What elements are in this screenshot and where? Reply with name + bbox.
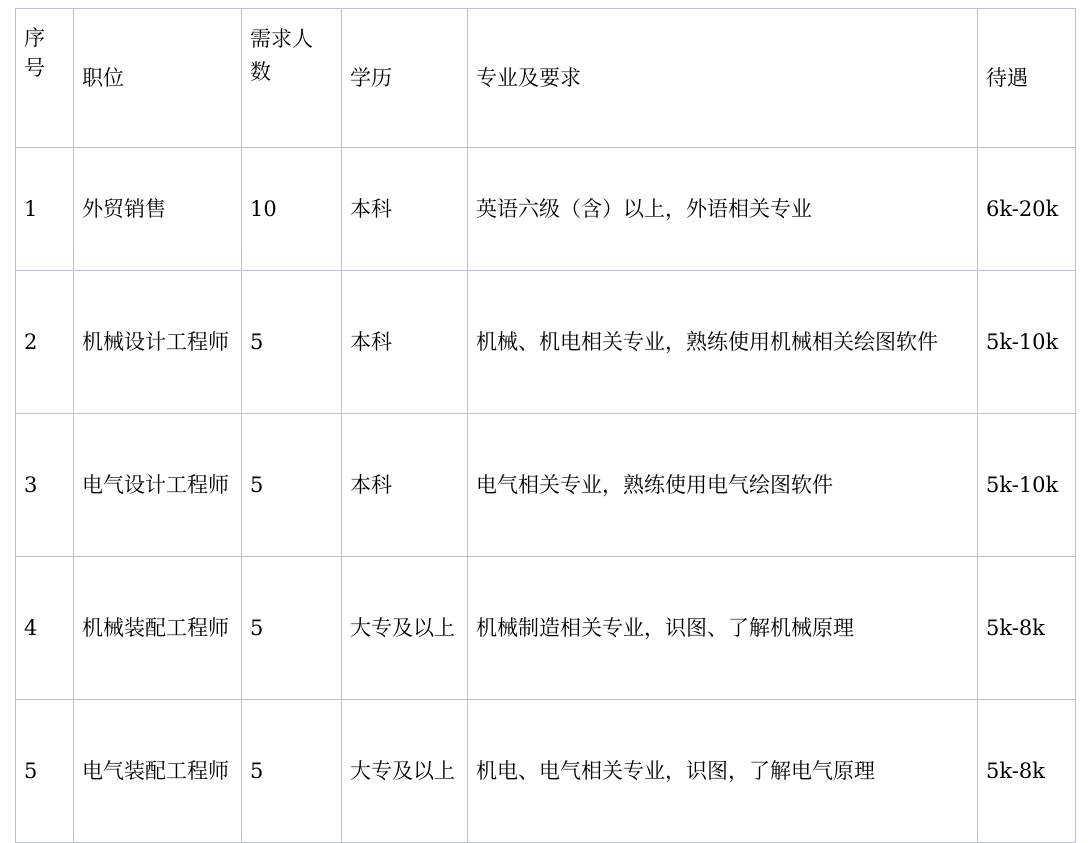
header-position: 职位	[74, 9, 242, 148]
table-row	[16, 414, 1076, 557]
cell-headcount: 5	[242, 271, 342, 414]
cell-index: 1	[16, 148, 74, 271]
cell-major-requirements: 机械、机电相关专业，熟练使用机械相关绘图软件	[468, 271, 978, 414]
header-headcount: 需求人数	[242, 9, 342, 148]
cell-education: 大专及以上	[342, 700, 468, 843]
cell-headcount: 5	[242, 557, 342, 700]
job-listing-table	[15, 8, 1076, 843]
cell-salary: 6k-20k	[978, 148, 1076, 271]
cell-education: 本科	[342, 414, 468, 557]
cell-education: 本科	[342, 271, 468, 414]
cell-headcount: 5	[242, 700, 342, 843]
cell-major-requirements: 机械制造相关专业，识图、了解机械原理	[468, 557, 978, 700]
cell-headcount: 10	[242, 148, 342, 271]
cell-salary: 5k-10k	[978, 414, 1076, 557]
cell-index: 3	[16, 414, 74, 557]
cell-salary: 5k-8k	[978, 700, 1076, 843]
header-education: 学历	[342, 9, 468, 148]
table-row	[16, 271, 1076, 414]
table-header-row	[16, 9, 1076, 148]
cell-salary: 5k-10k	[978, 271, 1076, 414]
cell-position: 电气设计工程师	[74, 414, 242, 557]
cell-salary: 5k-8k	[978, 557, 1076, 700]
cell-position: 电气装配工程师	[74, 700, 242, 843]
cell-education: 大专及以上	[342, 557, 468, 700]
cell-position: 外贸销售	[74, 148, 242, 271]
cell-headcount: 5	[242, 414, 342, 557]
cell-major-requirements: 英语六级（含）以上，外语相关专业	[468, 148, 978, 271]
cell-index: 5	[16, 700, 74, 843]
table-row	[16, 557, 1076, 700]
table-row	[16, 148, 1076, 271]
header-salary: 待遇	[978, 9, 1076, 148]
cell-position: 机械装配工程师	[74, 557, 242, 700]
header-index: 序号	[16, 9, 74, 148]
cell-major-requirements: 电气相关专业，熟练使用电气绘图软件	[468, 414, 978, 557]
header-major-requirements: 专业及要求	[468, 9, 978, 148]
table-row	[16, 700, 1076, 843]
cell-position: 机械设计工程师	[74, 271, 242, 414]
cell-major-requirements: 机电、电气相关专业，识图，了解电气原理	[468, 700, 978, 843]
cell-index: 4	[16, 557, 74, 700]
cell-index: 2	[16, 271, 74, 414]
cell-education: 本科	[342, 148, 468, 271]
